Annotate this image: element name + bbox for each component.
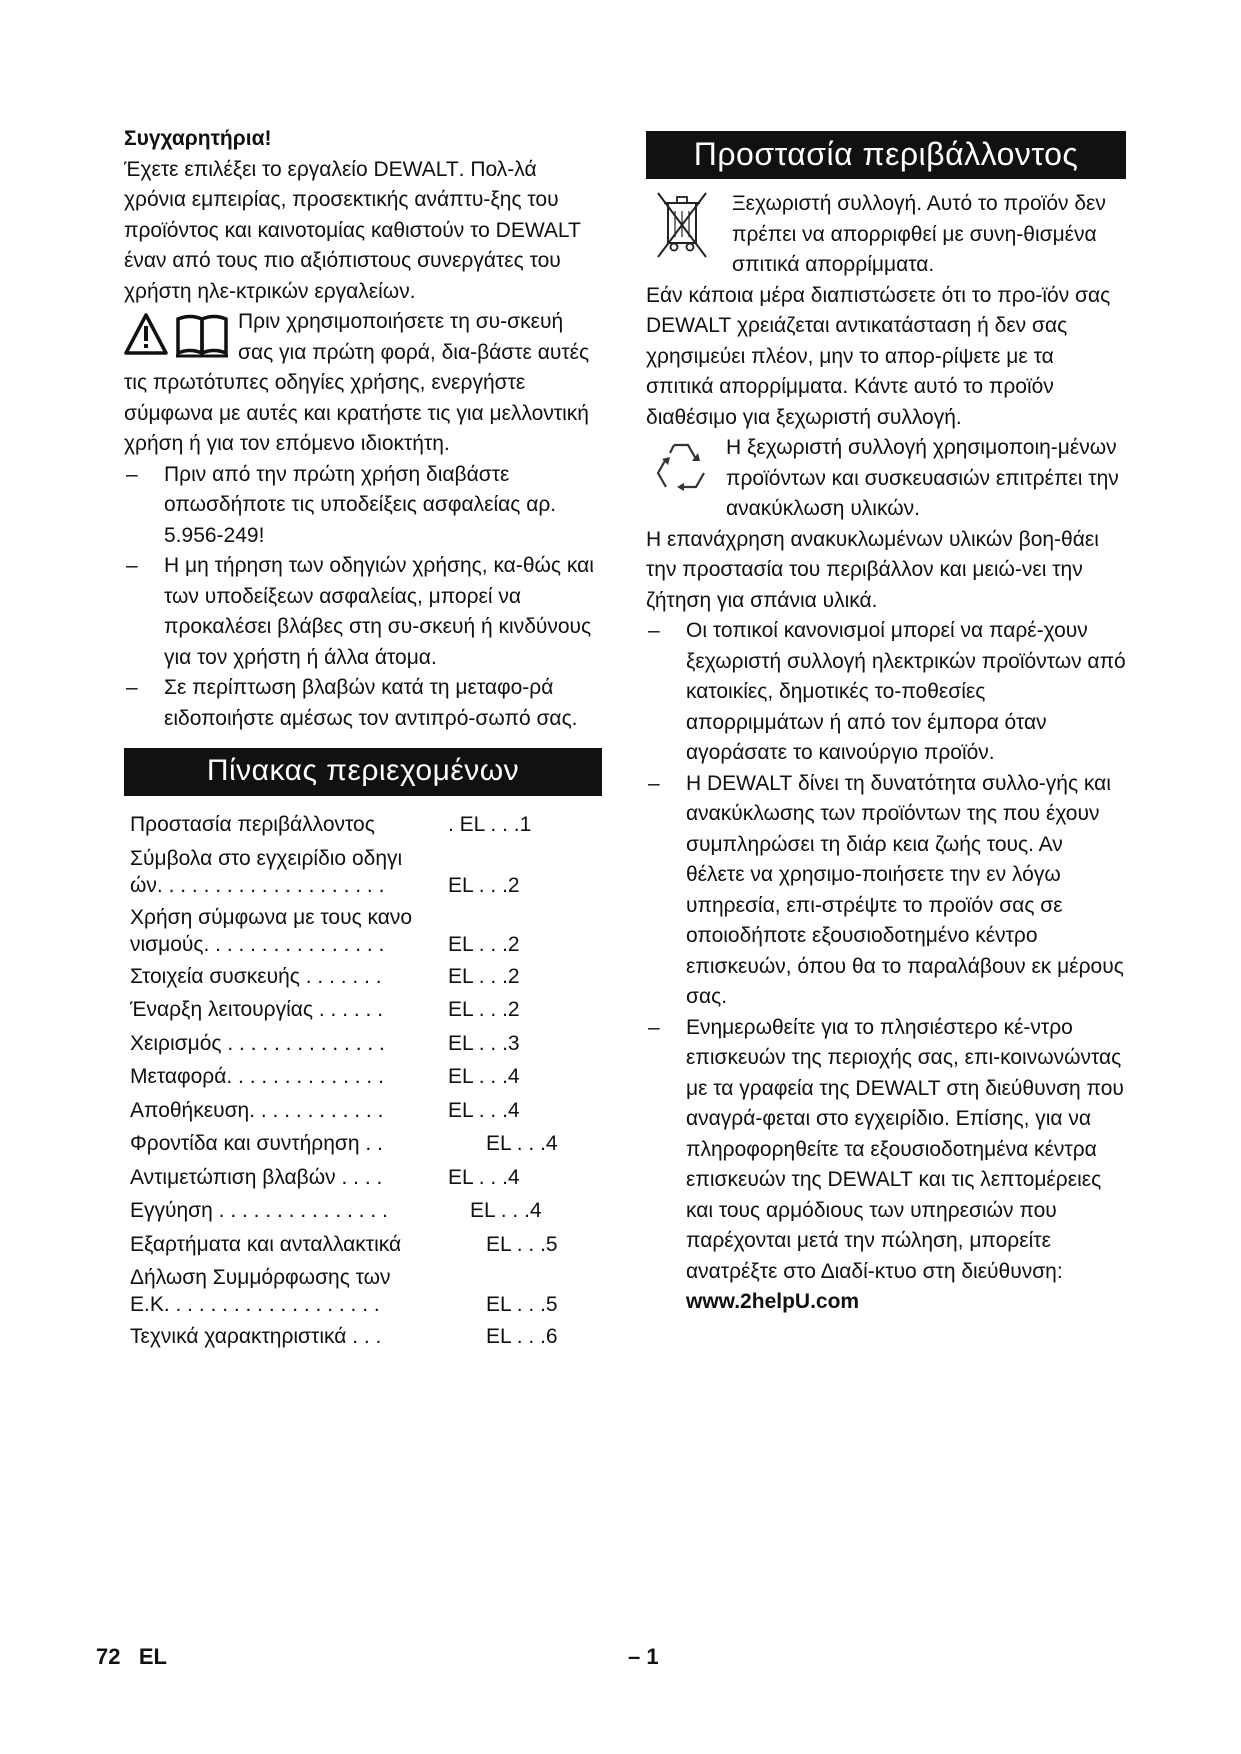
safety-list bbox=[124, 460, 602, 735]
list-item: – Πριν από την πρώτη χρήση διαβάστε οπωσδήποτε τις υποδείξεις ασφαλείας αρ. 5.956-249! bbox=[126, 462, 557, 547]
warning-manual-icon bbox=[124, 311, 228, 366]
weee-paragraph: Ξεχωριστή συλλογή. Αυτό το προϊόν δεν πρέπει να απορριφθεί με συνη-θισμένα σπιτικά απορρίμματα. bbox=[646, 189, 1126, 281]
footer-page-number: 72 EL bbox=[96, 1644, 167, 1669]
toc-row[interactable]: Μεταφορά. . . . . . . . . . . . . . EL . . .4 bbox=[130, 1065, 520, 1088]
toc-row[interactable]: Σύμβολα στο εγχειρίδιο οδηγι ών. . . . . . . . . . . . . . . . . . . . EL . . .2 bbox=[130, 846, 520, 897]
crossed-bin-icon bbox=[654, 191, 710, 266]
toc-row[interactable]: Εγγύηση . . . . . . . . . . . . . . . EL . . .4 bbox=[130, 1199, 542, 1222]
environment-list bbox=[646, 616, 1126, 1318]
toc-row[interactable]: Έναρξη λειτουργίας . . . . . . EL . . .2 bbox=[130, 998, 520, 1021]
toc-row[interactable]: Δήλωση Συμμόρφωσης των E.K. . . . . . . . . . . . . . . . . . . EL . . .5 bbox=[130, 1266, 558, 1316]
toc-row[interactable]: Εξαρτήματα και ανταλλακτικά EL . . .5 bbox=[130, 1232, 558, 1256]
toc-title: Πίνακας περιεχομένων bbox=[124, 748, 602, 796]
left-column bbox=[124, 124, 602, 1356]
toc-row[interactable]: Προστασία περιβάλλοντος . EL . . .1 bbox=[130, 813, 532, 836]
toc-row[interactable]: Φροντίδα και συντήρηση . . EL . . .4 bbox=[130, 1132, 558, 1155]
toc-row[interactable]: Αντιμετώπιση βλαβών . . . . EL . . .4 bbox=[130, 1165, 520, 1189]
table-of-contents bbox=[124, 810, 602, 1353]
toc-row[interactable]: Χειρισμός . . . . . . . . . . . . . . EL . . .3 bbox=[130, 1031, 520, 1055]
environment-title: Προστασία περιβάλλοντος bbox=[646, 131, 1126, 179]
toc-row[interactable]: Αποθήκευση. . . . . . . . . . . . EL . . .4 bbox=[130, 1098, 520, 1122]
right-column bbox=[646, 131, 1126, 1318]
recycle-icon bbox=[650, 439, 712, 504]
toc-row[interactable]: Χρήση σύμφωνα με τους κανο νισμούς. . . . . . . . . . . . . . . . EL . . .2 bbox=[130, 905, 520, 956]
footer-section-page: – 1 bbox=[628, 1644, 659, 1669]
list-item: – Σε περίπτωση βλαβών κατά τη μεταφο-ρά ειδοποιήστε αμέσως τον αντιπρό-σωπό σας. bbox=[126, 676, 578, 730]
list-item: – Η DEWALT δίνει τη δυνατότητα συλλο-γής και ανακύκλωσης των προϊόντων της που έχουν συμπληρώσει τη διάρ κεια ζωής τους. Αν θέλετε να χρησιμο-ποιήσετε την εν λόγω υπηρεσία, επι-στρέψτε το προϊόν σας σε οποιοδήποτε εξουσιοδοτημένο κέντρο επισκευών, όπου θα το παραλάβουν εκ μέρους σας. bbox=[648, 771, 1124, 1008]
toc-row[interactable]: Τεχνικά χαρακτηριστικά . . . EL . . .6 bbox=[130, 1325, 558, 1348]
recycle-paragraph: Η ξεχωριστή συλλογή χρησιμοποιη-μένων προϊόντων και συσκευασιών επιτρέπει την ανακύκλωση υλικών. bbox=[646, 433, 1126, 525]
toc-row[interactable]: Στοιχεία συσκευής . . . . . . . EL . . .2 bbox=[130, 964, 520, 988]
reuse-paragraph: Η επανάχρηση ανακυκλωμένων υλικών βοη-θάει την προστασία του περιβάλλον και μειώ-νει την ζήτηση για σπάνια υλικά. bbox=[646, 527, 1099, 612]
website-link[interactable]: www.2helpU.com bbox=[686, 1290, 860, 1313]
list-item: – Ενημερωθείτε για το πλησιέστερο κέ-ντρο επισκευών της περιοχής σας, επι-κοινωνώντας με τα γραφεία της DEWALT στη διεύθυνση που αναγρά-φεται στο εγχειρίδιο. Επίσης, για να πληροφορηθείτε τα εξουσιοδοτημένα κέντρα επισκευών της DEWALT και τις λεπτομέρειες και τους αρμόδιους των υπηρεσιών που παρέχονται μετά την πώληση, μπορείτε ανατρέξτε στο Διαδί-κτυο στη διεύθυνση: www.2helpU.com bbox=[648, 1015, 1124, 1313]
footer-language: EL bbox=[138, 1644, 167, 1669]
warning-paragraph: Πριν χρησιμοποιήσετε τη συ-σκευή σας για πρώτη φορά, δια-βάστε αυτές τις πρωτότυπες οδηγίες χρήσης, ενεργήστε σύμφωνα με αυτές και κρατήστε τις για μελλοντική χρήση ή για τον επόμενο ιδιοκτήτη. bbox=[124, 310, 590, 455]
replace-paragraph: Εάν κάποια μέρα διαπιστώσετε ότι το προ-ϊόν σας DEWALT χρειάζεται αντικατάσταση ή δεν σας χρησιμεύει πλέον, μην το απορ-ρίψετε με τα σπιτικά απορρίμματα. Κάντε αυτό το προϊόν διαθέσιμο για ξεχωριστή συλλογή. bbox=[646, 283, 1111, 429]
congrats-heading: Συγχαρητήρια! bbox=[124, 127, 272, 150]
list-item: – Η μη τήρηση των οδηγιών χρήσης, κα-θώς και των υποδείξεων ασφαλείας, μπορεί να προκαλέσει βλάβες στη συ-σκευή ή κινδύνους για τον χρήστη ή άλλα άτομα. bbox=[126, 554, 594, 669]
list-item: – Οι τοπικοί κανονισμοί μπορεί να παρέ-χουν ξεχωριστή συλλογή ηλεκτρικών προϊόντων από κατοικίες, δημοτικές το-ποθεσίες απορριμμάτων ή από τον έμπορα όταν αγοράσατε το καινούργιο προϊόν. bbox=[648, 619, 1126, 764]
intro-paragraph: Έχετε επιλέξει το εργαλείο DEWALT. Πολ-λά χρόνια εμπειρίας, προσεκτικής ανάπτυ-ξης του προϊόντος και καινοτομίας καθιστούν το DEWALT έναν από τους πιο αξιόπιστους συνεργάτες του χρήστη ηλε-κτρικών εργαλείων. bbox=[124, 157, 581, 303]
